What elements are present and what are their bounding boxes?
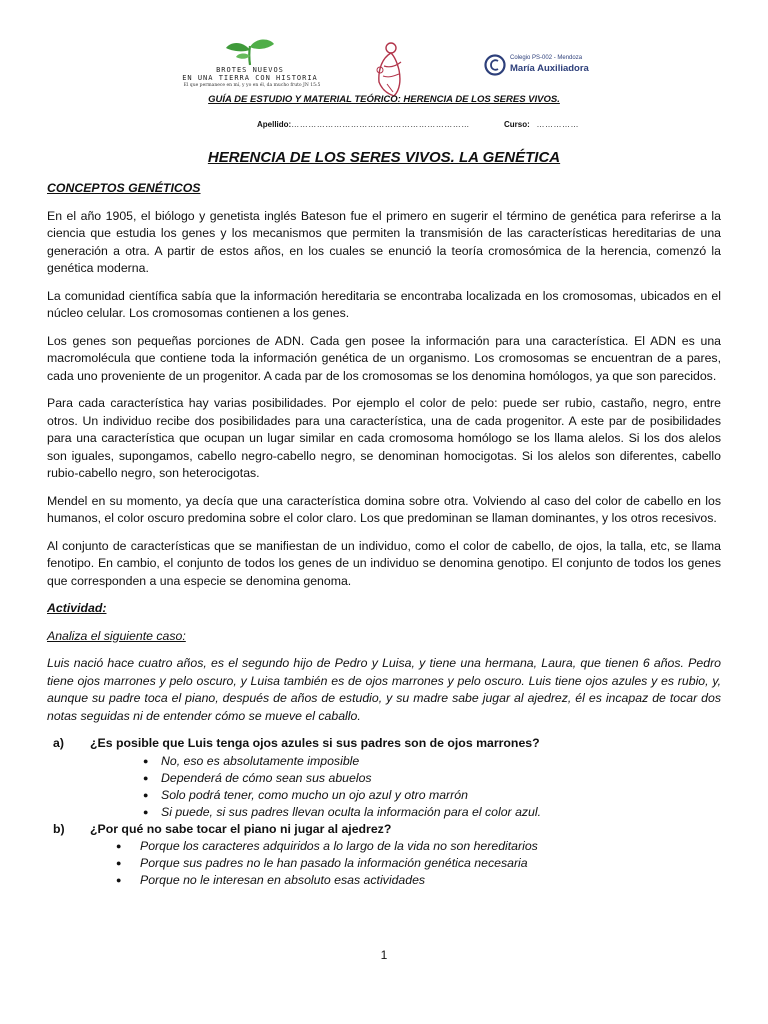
paragraph: La comunidad científica sabía que la información hereditaria se encontraba localizada en los cromosomas, ubicados en el núcleo celular. Los cromosomas contienen a los genes.	[47, 288, 721, 320]
section-heading: CONCEPTOS GENÉTICOS	[47, 181, 201, 195]
school-name: María Auxiliadora	[510, 63, 589, 74]
document-body	[47, 180, 721, 889]
answer-option: ● Solo podrá tener, como mucho un ojo azul y otro marrón	[47, 787, 721, 804]
answer-option: ● Porque no le interesan en absoluto esas actividades	[47, 872, 721, 889]
paragraph: Los genes son pequeñas porciones de ADN. Cada gen posee la información para una característica. El ADN es una macromolécula que contiene toda la información genética de un organismo. Los cromosomas se encuentran de a pares, cada uno proveniente de un progenitor. A cada par de los cromosomas se los denomina homólogos, ya que son parecidos.	[47, 333, 721, 383]
logo-text-line-3: El que permanece en mí, y yo en él, da mucho fruto JN 15:5	[183, 83, 321, 88]
question-a	[47, 735, 721, 753]
paragraph: Mendel en su momento, ya decía que una característica domina sobre otra. Volviendo al caso del color de cabello en los humanos, el color oscuro predomina sobre el color claro. Los que predominan se llaman dominantes, y los otros recesivos.	[47, 493, 721, 525]
apellido-label: Apellido:	[257, 120, 292, 129]
guide-title: GUÍA DE ESTUDIO Y MATERIAL TEÓRICO: HERENCIA DE LOS SERES VIVOS.	[208, 94, 560, 105]
curso-field	[504, 120, 579, 129]
question-b-options	[47, 838, 721, 889]
page-title: HERENCIA DE LOS SERES VIVOS. LA GENÉTICA	[207, 149, 561, 166]
question-label: a)	[53, 736, 64, 750]
apellido-blank: ………………………………………………………	[291, 120, 470, 129]
question-text: ¿Por qué no sabe tocar el piano ni jugar al ajedrez?	[90, 821, 392, 836]
paragraph: Para cada característica hay varias posibilidades. Por ejemplo el color de pelo: puede ser rubio, castaño, negro, entre otros. Un individuo recibe dos posibilidades para una característica, una de cada progenitor. A este par de posibilidades para una característica que ocupan un lugar similar en cada cromosoma homólogo se los llama alelos. Si los dos alelos son iguales, supongamos, cabello negro-cabello negro, se denominan homocigotas. Si los alelos son diferentes, cabello rubio-cabello negro, son heterocigotas.	[47, 396, 721, 480]
logo-text-line-2: EN UNA TIERRA CON HISTORIA	[182, 74, 318, 82]
school-crest-logo	[484, 54, 506, 81]
page-number: 1	[380, 948, 388, 962]
figure-icon	[370, 40, 408, 98]
paragraph: Al conjunto de características que se manifiestan de un individuo, como el color de cabello, de ojos, la talla, etc, se llama fenotipo. En cambio, el conjunto de todos los genes de un individuo se denomina genotipo. El conjunto de todos los genes que corresponden a una especie se denomina genoma.	[47, 538, 721, 588]
question-a-options	[47, 753, 721, 821]
paragraph: En el año 1905, el biólogo y genetista inglés Bateson fue el primero en sugerir el término de genética para referirse a la ciencia que estudia los genes y los mecanismos que permiten la transmisión de las características hereditarias de una generación a otra. A partir de estos años, en los cuales se enunció la teoría cromosómica de la herencia, comenzó la genética moderna.	[47, 208, 721, 275]
answer-option: ● Porque los caracteres adquiridos a lo largo de la vida no son hereditarios	[47, 838, 721, 855]
answer-option: ● No, eso es absolutamente imposible	[47, 753, 721, 770]
curso-blank: ……………	[536, 120, 579, 129]
question-label: b)	[53, 821, 65, 836]
activity-heading: Actividad:	[47, 601, 107, 615]
apellido-field	[257, 120, 470, 129]
answer-option: ● Porque sus padres no le han pasado la información genética necesaria	[47, 855, 721, 872]
answer-option: ● Dependerá de cómo sean sus abuelos	[47, 770, 721, 787]
logo-text-line-1: BROTES NUEVOS	[216, 66, 284, 74]
sprout-icon	[222, 38, 278, 66]
activity-subheading: Analiza el siguiente caso:	[47, 628, 186, 643]
answer-option: ● Si puede, si sus padres llevan oculta la información para el color azul.	[47, 804, 721, 821]
crest-icon	[484, 54, 506, 76]
case-text: Luis nació hace cuatro años, es el segundo hijo de Pedro y Luisa, y tiene una hermana, Laura, que tienen 6 años. Pedro tiene ojos marrones y pelo oscuro, y Luisa también es de ojos marrones y pelo oscuro. Luis tiene ojos azules y es rubio, y, aunque su padre toca el piano, después de años de estudio, y su madre sabe jugar al ajedrez, él es incapaz de tocar dos notas seguidas ni de entender cómo se mueve el caballo.	[47, 656, 721, 723]
school-subtitle: Colegio PS-002 - Mendoza	[510, 55, 583, 61]
question-text: ¿Es posible que Luis tenga ojos azules si sus padres son de ojos marrones?	[90, 736, 540, 750]
question-b	[47, 821, 721, 839]
curso-label: Curso:	[504, 120, 530, 129]
